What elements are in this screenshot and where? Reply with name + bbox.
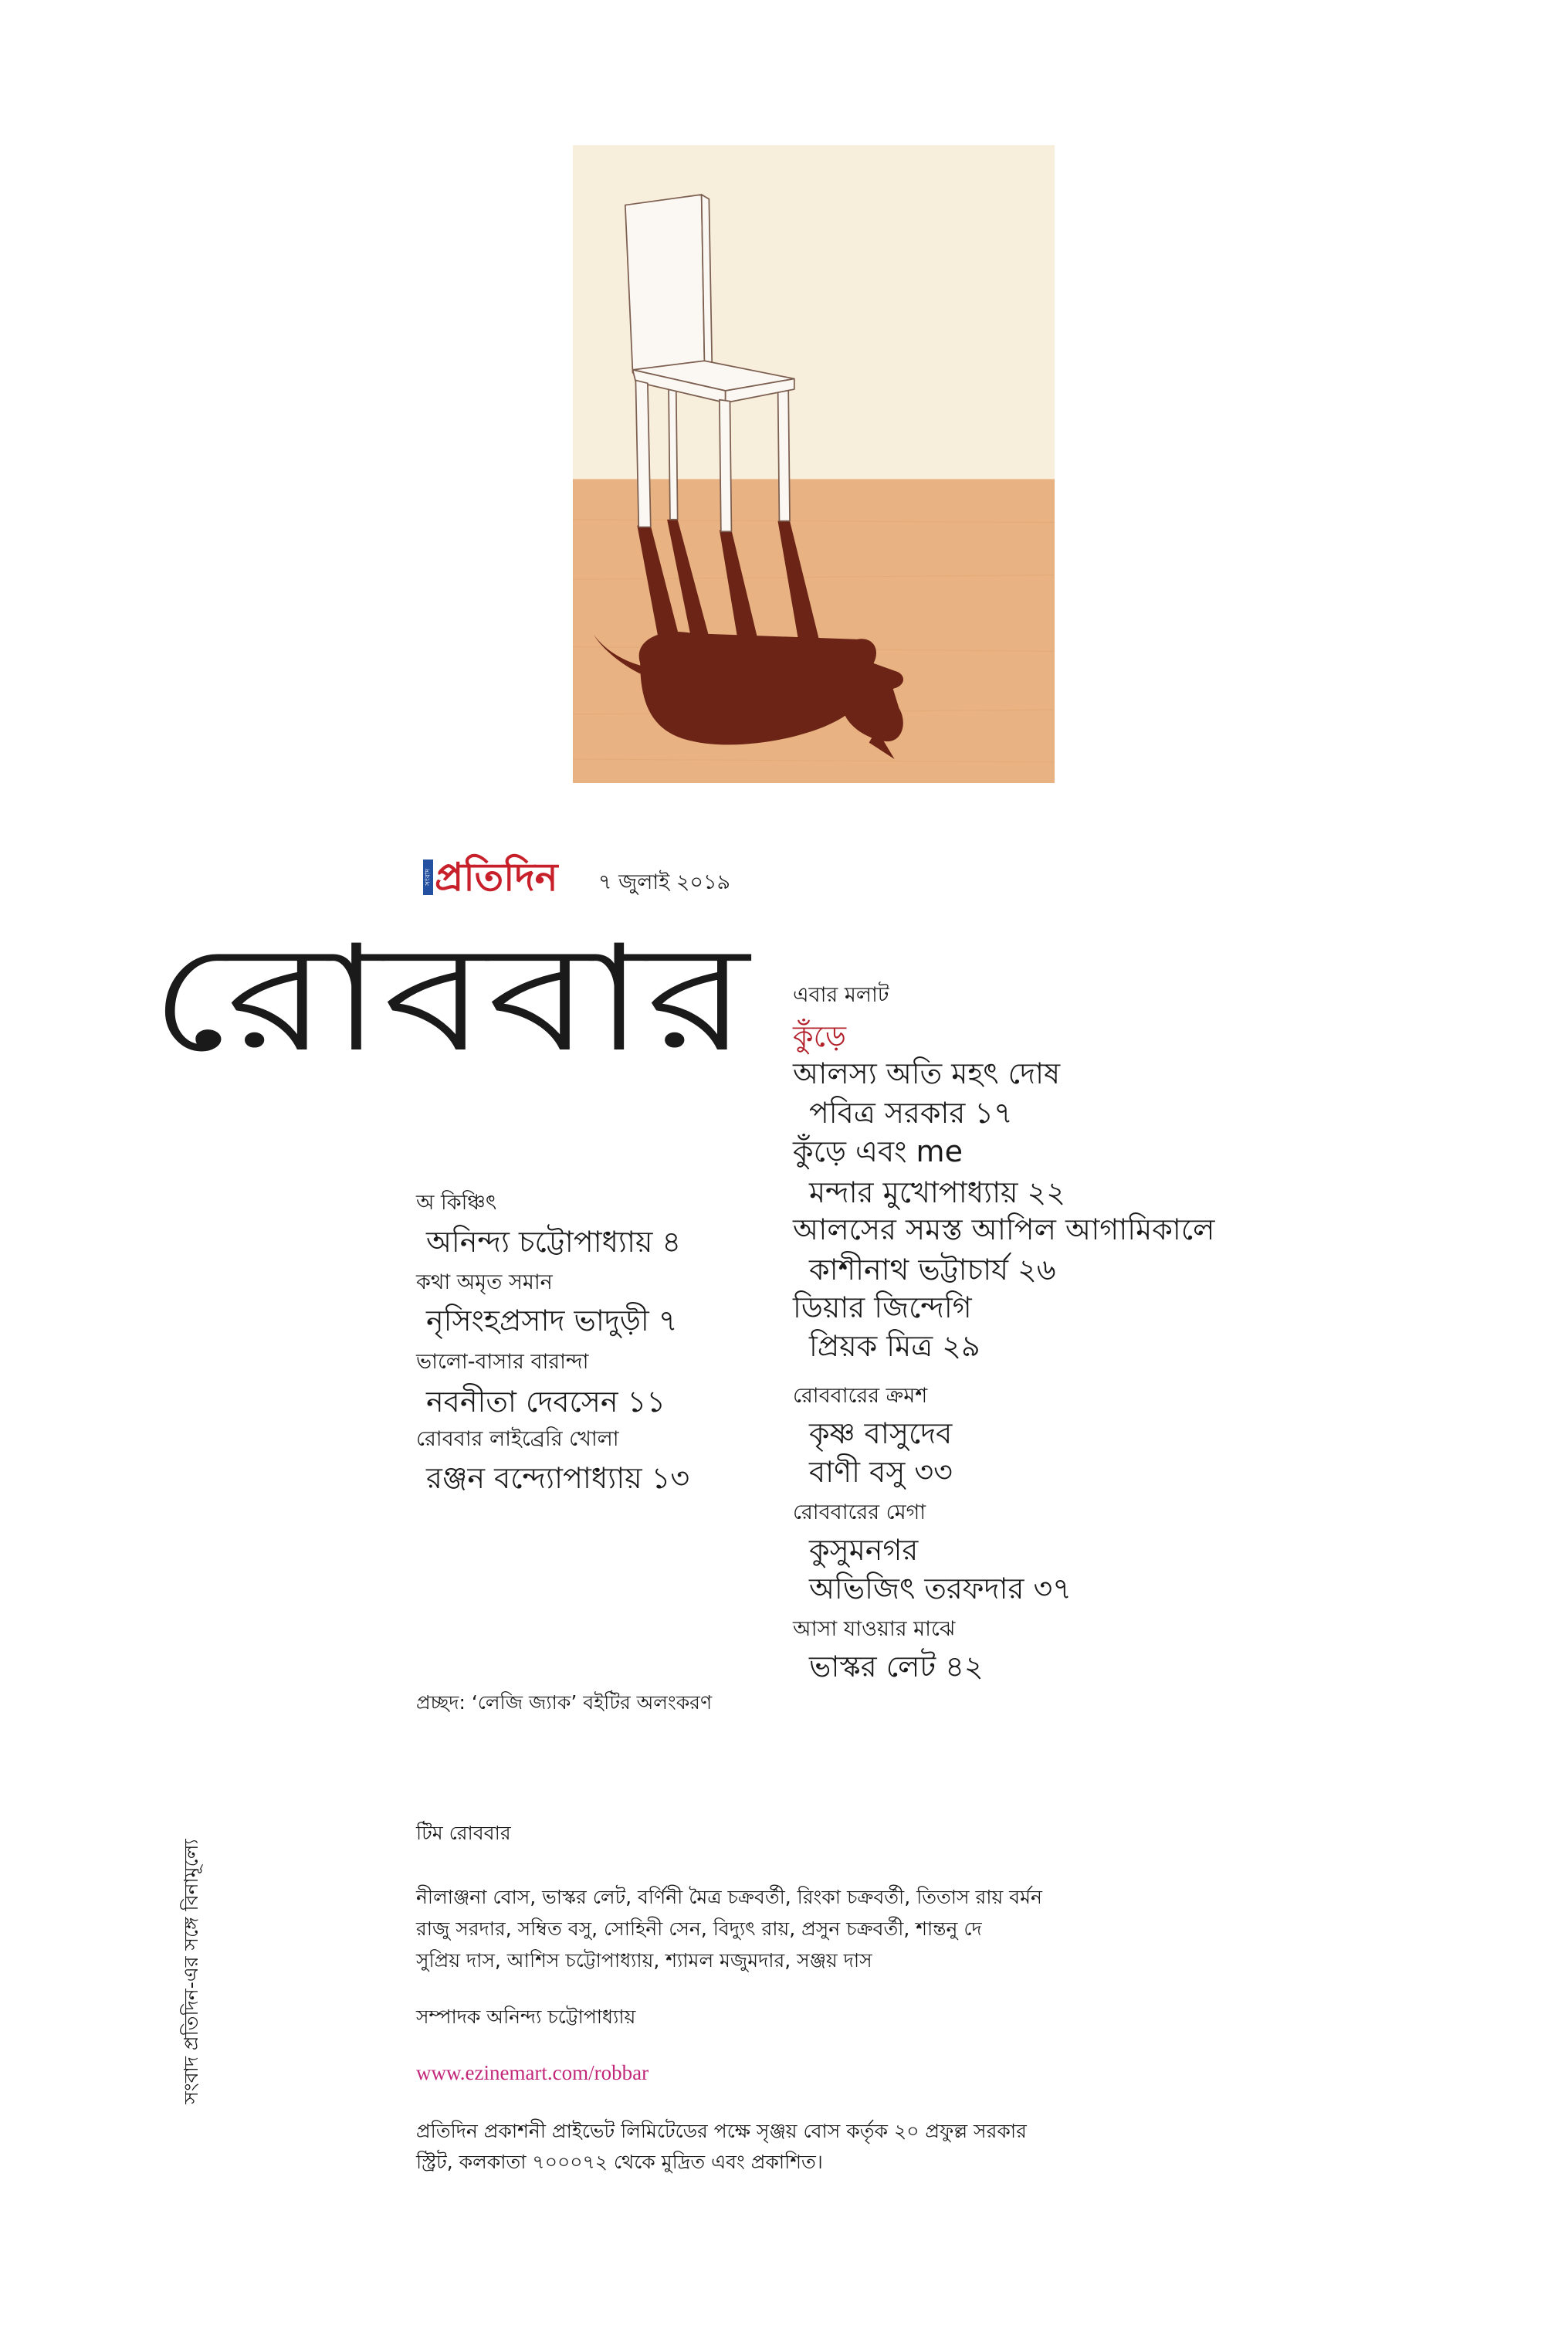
serial-title: কৃষ্ণ বাসুদেব <box>809 1416 953 1450</box>
team-heading: টিম রোববার <box>416 1822 511 1844</box>
column-author: নৃসিংহপ্রসাদ ভাদুড়ী ৭ <box>426 1304 678 1338</box>
chair-leg-back-left <box>669 385 678 520</box>
column-label: রোববার লাইব্রেরি খোলা <box>416 1427 619 1451</box>
cover-illustration-svg <box>573 145 1055 783</box>
shadow-body <box>639 632 903 744</box>
chair-back <box>625 195 705 373</box>
asa-jaowa-label: আসা যাওয়ার মাঝে <box>793 1617 956 1641</box>
mega-author: অভিজিৎ তরফদার ৩৭ <box>809 1572 1072 1605</box>
team-members-line: নীলাঞ্জনা বোস, ভাস্কর লেট, বর্ণিনী মৈত্র চক্রবর্তী, রিংকা চক্রবর্তী, তিতাস রায় বর্মন <box>416 1886 1042 1908</box>
magazine-title: রোববার <box>150 914 749 1084</box>
issue-date: ৭ জুলাই ২০১৯ <box>598 870 731 894</box>
column-label: কথা অমৃত সমান <box>416 1270 553 1294</box>
imprint-line: স্ট্রিট, কলকাতা ৭০০০৭২ থেকে মুদ্রিত এবং প্রকাশিত। <box>416 2151 823 2173</box>
website-url: www.ezinemart.com/robbar <box>416 2061 649 2084</box>
serial-label: রোববারের ক্রমশ <box>793 1384 928 1408</box>
team-members-line: সুপ্রিয় দাস, আশিস চট্টোপাধ্যায়, শ্যামল মজুমদার, সঞ্জয় দাস <box>416 1949 872 1972</box>
chair-leg-front-left <box>635 380 650 527</box>
logo-text: প্রতিদিন <box>435 855 558 900</box>
cover-story-label: এবার মলাট <box>793 983 889 1007</box>
article-title: আলসের সমস্ত আপিল আগামিকালে <box>793 1212 1215 1246</box>
article-author: প্রিয়ক মিত্র ২৯ <box>809 1329 980 1363</box>
column-author: অনিন্দ্য চট্টোপাধ্যায় ৪ <box>426 1225 682 1259</box>
cover-illustration <box>573 145 1055 783</box>
article-title: কুঁড়ে এবং me <box>793 1134 963 1168</box>
chair-leg-back-right <box>777 380 790 520</box>
cover-story-theme: কুঁড়ে <box>793 1019 846 1053</box>
mega-title: কুসুমনগর <box>809 1533 919 1567</box>
article-author: কাশীনাথ ভট্টাচার্য ২৬ <box>809 1253 1056 1287</box>
editor-credit: সম্পাদক অনিন্দ্য চট্টোপাধ্যায় <box>416 2006 636 2028</box>
team-members-line: রাজু সরদার, সম্বিত বসু, সোহিনী সেন, বিদ্যুৎ রায়, প্রসুন চক্রবর্তী, শান্তনু দে <box>416 1917 982 1940</box>
article-author: পবিত্র সরকার ১৭ <box>809 1096 1013 1130</box>
logo-tag-text: সংবাদ <box>424 868 432 887</box>
asa-jaowa-author: ভাস্কর লেট ৪২ <box>809 1650 984 1683</box>
side-note: সংবাদ প্রতিদিন-এর সঙ্গে বিনামূল্যে <box>180 1839 202 2104</box>
column-label: অ কিঞ্চিৎ <box>416 1191 497 1215</box>
article-title: আলস্য অতি মহৎ দোষ <box>793 1056 1061 1090</box>
column-author: নবনীতা দেবসেন ১১ <box>426 1385 665 1419</box>
mega-label: রোববারের মেগা <box>793 1500 926 1524</box>
article-title: ডিয়ার জিন্দেগি <box>793 1290 972 1324</box>
article-author: মন্দার মুখোপাধ্যায় ২২ <box>809 1175 1065 1209</box>
cover-credit: প্রচ্ছদ: ‘লেজি জ্যাক’ বইটির অলংকরণ <box>416 1691 713 1714</box>
column-author: রঞ্জন বন্দ্যোপাধ্যায় ১৩ <box>426 1461 690 1495</box>
chair-leg-front-right <box>720 400 732 532</box>
logo-tag <box>423 860 433 895</box>
column-label: ভালো-বাসার বারান্দা <box>416 1350 589 1374</box>
imprint-line: প্রতিদিন প্রকাশনী প্রাইভেট লিমিটেডের পক্ষে সৃঞ্জয় বোস কর্তৃক ২০ প্রফুল্ল সরকার <box>416 2120 1027 2142</box>
serial-author: বাণী বসু ৩৩ <box>809 1455 953 1489</box>
